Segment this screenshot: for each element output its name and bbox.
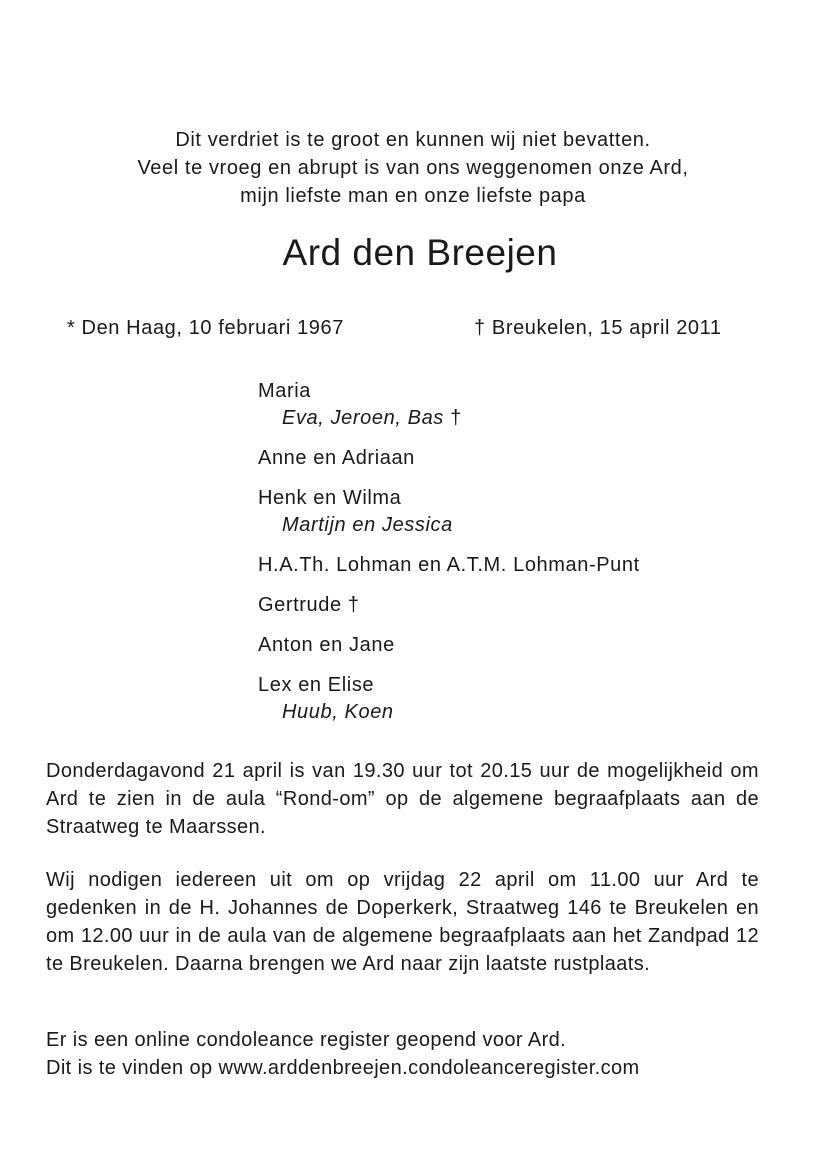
intro-text (0, 126, 826, 210)
family-member: Henk en Wilma (258, 487, 402, 509)
family-member: Gertrude † (258, 594, 360, 616)
cross-mark: † (443, 407, 462, 429)
family-member: Lex en Elise (258, 674, 375, 696)
service-paragraph: Wij nodigen iedereen uit om op vrijdag 22 april om 11.00 uur Ard te gedenken in de H. Johannes de Doperkerk, Straatweg 146 te Breukelen en om 12.00 uur in de aula van de algemene begraafplaats aan het Zandpad 12 te Breukelen. Daarna brengen we Ard naar zijn laatste rustplaats. (46, 869, 759, 975)
deceased-name: Ard den Breejen (282, 232, 558, 273)
condolence-paragraph (46, 1026, 759, 1082)
family-member: H.A.Th. Lohman en A.T.M. Lohman-Punt (258, 554, 640, 576)
children-names: Eva, Jeroen, Bas (282, 407, 444, 429)
family-children (258, 405, 640, 432)
family-group (258, 485, 640, 539)
family-children: Martijn en Jessica (282, 514, 453, 536)
death-date: † Breukelen, 15 april 2011 (474, 317, 722, 339)
condolence-line: Dit is te vinden op www.arddenbreejen.condoleanceregister.com (46, 1057, 640, 1079)
family-member: Anton en Jane (258, 634, 395, 656)
family-children: Huub, Koen (282, 701, 394, 723)
family-member: Maria (258, 380, 312, 402)
birth-date: * Den Haag, 10 februari 1967 (67, 317, 344, 339)
family-group (258, 378, 640, 432)
family-list (258, 378, 640, 739)
condolence-line: Er is een online condoleance register geopend voor Ard. (46, 1029, 567, 1051)
family-group (258, 445, 640, 472)
intro-line: mijn liefste man en onze liefste papa (240, 185, 586, 207)
intro-line: Veel te vroeg en abrupt is van ons weggenomen onze Ard, (137, 157, 689, 179)
family-group (258, 672, 640, 726)
family-group (258, 632, 640, 659)
family-group (258, 592, 640, 619)
family-group (258, 552, 640, 579)
viewing-paragraph: Donderdagavond 21 april is van 19.30 uur tot 20.15 uur de mogelijkheid om Ard te zien in de aula “Rond-om” op de algemene begraafplaats aan de Straatweg te Maarssen. (46, 760, 759, 838)
family-member: Anne en Adriaan (258, 447, 415, 469)
intro-line: Dit verdriet is te groot en kunnen wij niet bevatten. (175, 129, 651, 151)
